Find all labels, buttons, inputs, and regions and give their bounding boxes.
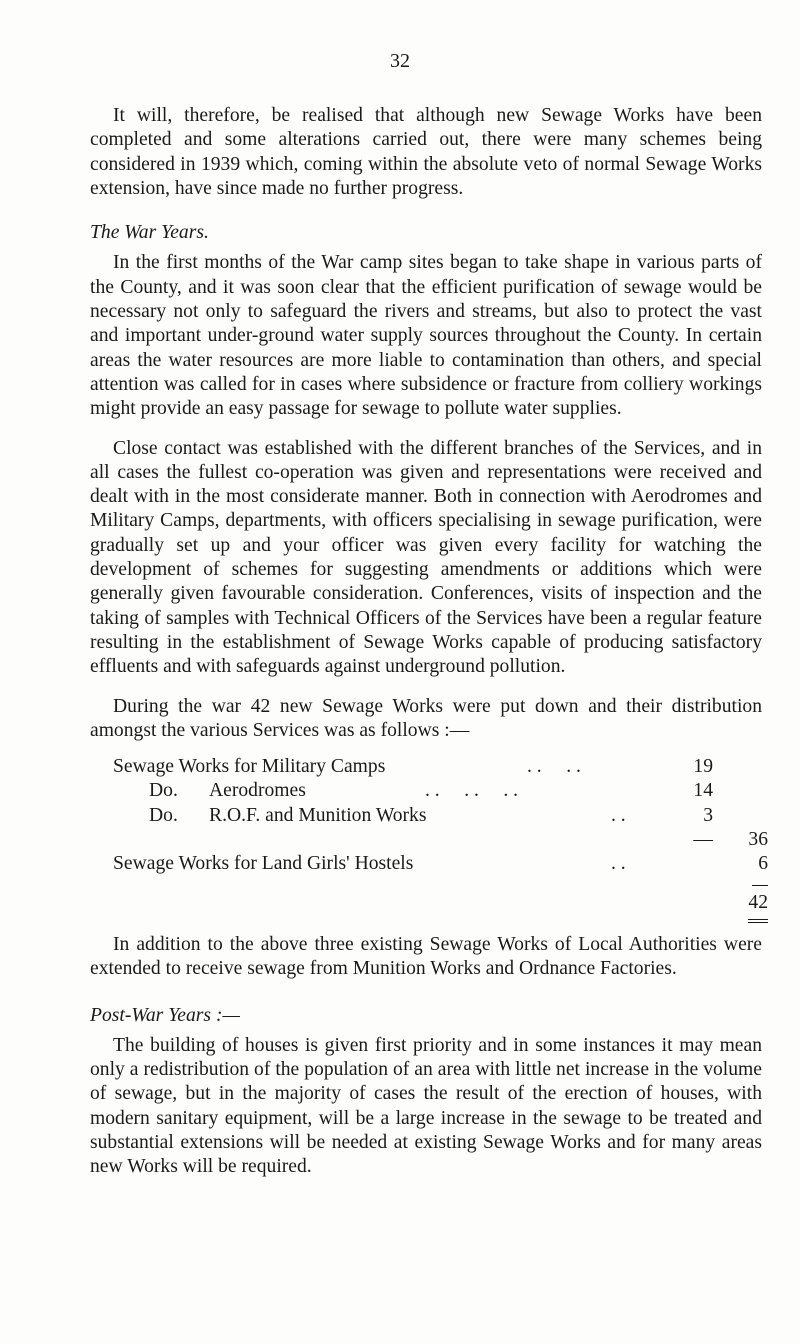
- table-row: [113, 804, 768, 828]
- rule-row: [113, 877, 768, 891]
- row-value: 6: [758, 853, 768, 875]
- post-war-heading-block: [90, 1004, 762, 1028]
- sum-rule: [752, 885, 768, 886]
- ditto-label: Do.: [149, 780, 178, 802]
- intro-paragraph: It will, therefore, be realised that although new Sewage Works have been completed and some alterations carried out, there were many schemes being considered in 1939 which, coming within the absolute veto of normal Sewage Works extension, have since made no further progress.: [90, 105, 762, 199]
- row-value: 14: [693, 780, 713, 802]
- war-years-heading: The War Years.: [90, 222, 209, 244]
- war-paragraph-1: In the first months of the War camp sites began to take shape in various parts of the County, and it was soon clear that the efficient purification of sewage would be necessary not only to safeguard the rivers and streams, but also to protect the vast and important under-ground water supply sources throughout the County. In certain areas the water resources are more liable to contamination than others, and special attention was called for in cases where subsidence or fracture from colliery workings might provide an easy passage for sewage to pollute water supplies.: [90, 252, 762, 420]
- post-war-heading: Post-War Years :—: [90, 1004, 240, 1026]
- row-label-group: [113, 779, 306, 803]
- double-rule: [748, 919, 768, 923]
- row-value: 3: [703, 804, 713, 826]
- distribution-table: [113, 755, 768, 925]
- table-row: [113, 852, 768, 876]
- row-value: 19: [693, 756, 713, 778]
- ditto-label: Do.: [149, 804, 178, 826]
- war-paragraph-4-block: [90, 933, 762, 982]
- intro-paragraph-block: [90, 104, 762, 201]
- row-label: Sewage Works for Military Camps: [113, 756, 386, 778]
- leader-dots: . . . . . .: [425, 780, 519, 802]
- war-paragraph-3-block: [90, 695, 762, 744]
- row-label-group: [113, 804, 426, 828]
- row-label: R.O.F. and Munition Works: [209, 804, 427, 826]
- war-years-heading-block: [90, 221, 762, 245]
- table-row: [113, 779, 768, 803]
- post-war-paragraph: The building of houses is given first priority and in some instances it may mean only a redistribution of the population of an area with little net increase in the volume of sewage, but in the majority of cases the result of the erection of houses, with modern sanitary equipment, will be a large increase in the sewage to be treated and substantial extensions will be needed at existing Sewage Works and for many areas new Works will be required.: [90, 1034, 762, 1178]
- subtotal-value: 36: [748, 829, 768, 851]
- table-row: [113, 828, 768, 852]
- subtotal-dash: —: [693, 829, 713, 851]
- war-paragraph-2-block: [90, 437, 762, 680]
- table-row: [113, 755, 768, 779]
- war-paragraph-4: In addition to the above three existing Sewage Works of Local Authorities were extended to receive sewage from Munition Works and Ordnance Factories.: [90, 933, 762, 980]
- total-value: 42: [748, 891, 768, 913]
- war-paragraph-1-block: [90, 251, 762, 421]
- war-paragraph-2: Close contact was established with the different branches of the Services, and in all cases the fullest co-operation was given and representations were received and dealt with in the most considerate manner. Both in connection with Aerodromes and Military Camps, departments, with officers specialising in sewage purification, were gradually set up and your officer was given every facility for watching the development of schemes for suggesting amendments or additions which were generally given favourable consideration. Conferences, visits of inspection and the taking of samples with Technical Officers of the Services have been a regular feature resulting in the establishment of Sewage Works capable of producing satisfactory effluents and with safeguards against underground pollution.: [90, 437, 762, 678]
- row-label: Sewage Works for Land Girls' Hostels: [113, 853, 414, 875]
- leader-dots: . . . .: [527, 756, 581, 778]
- leader-dots: . .: [611, 804, 626, 826]
- table-row: [113, 891, 768, 915]
- page-number: 32: [390, 50, 410, 72]
- leader-dots: . .: [611, 853, 626, 875]
- post-war-paragraph-block: [90, 1034, 762, 1180]
- rule-row: [113, 915, 768, 925]
- war-paragraph-3: During the war 42 new Sewage Works were put down and their distribution amongst the various Services was as follows :—: [90, 695, 762, 741]
- row-label: Aerodromes: [209, 780, 306, 802]
